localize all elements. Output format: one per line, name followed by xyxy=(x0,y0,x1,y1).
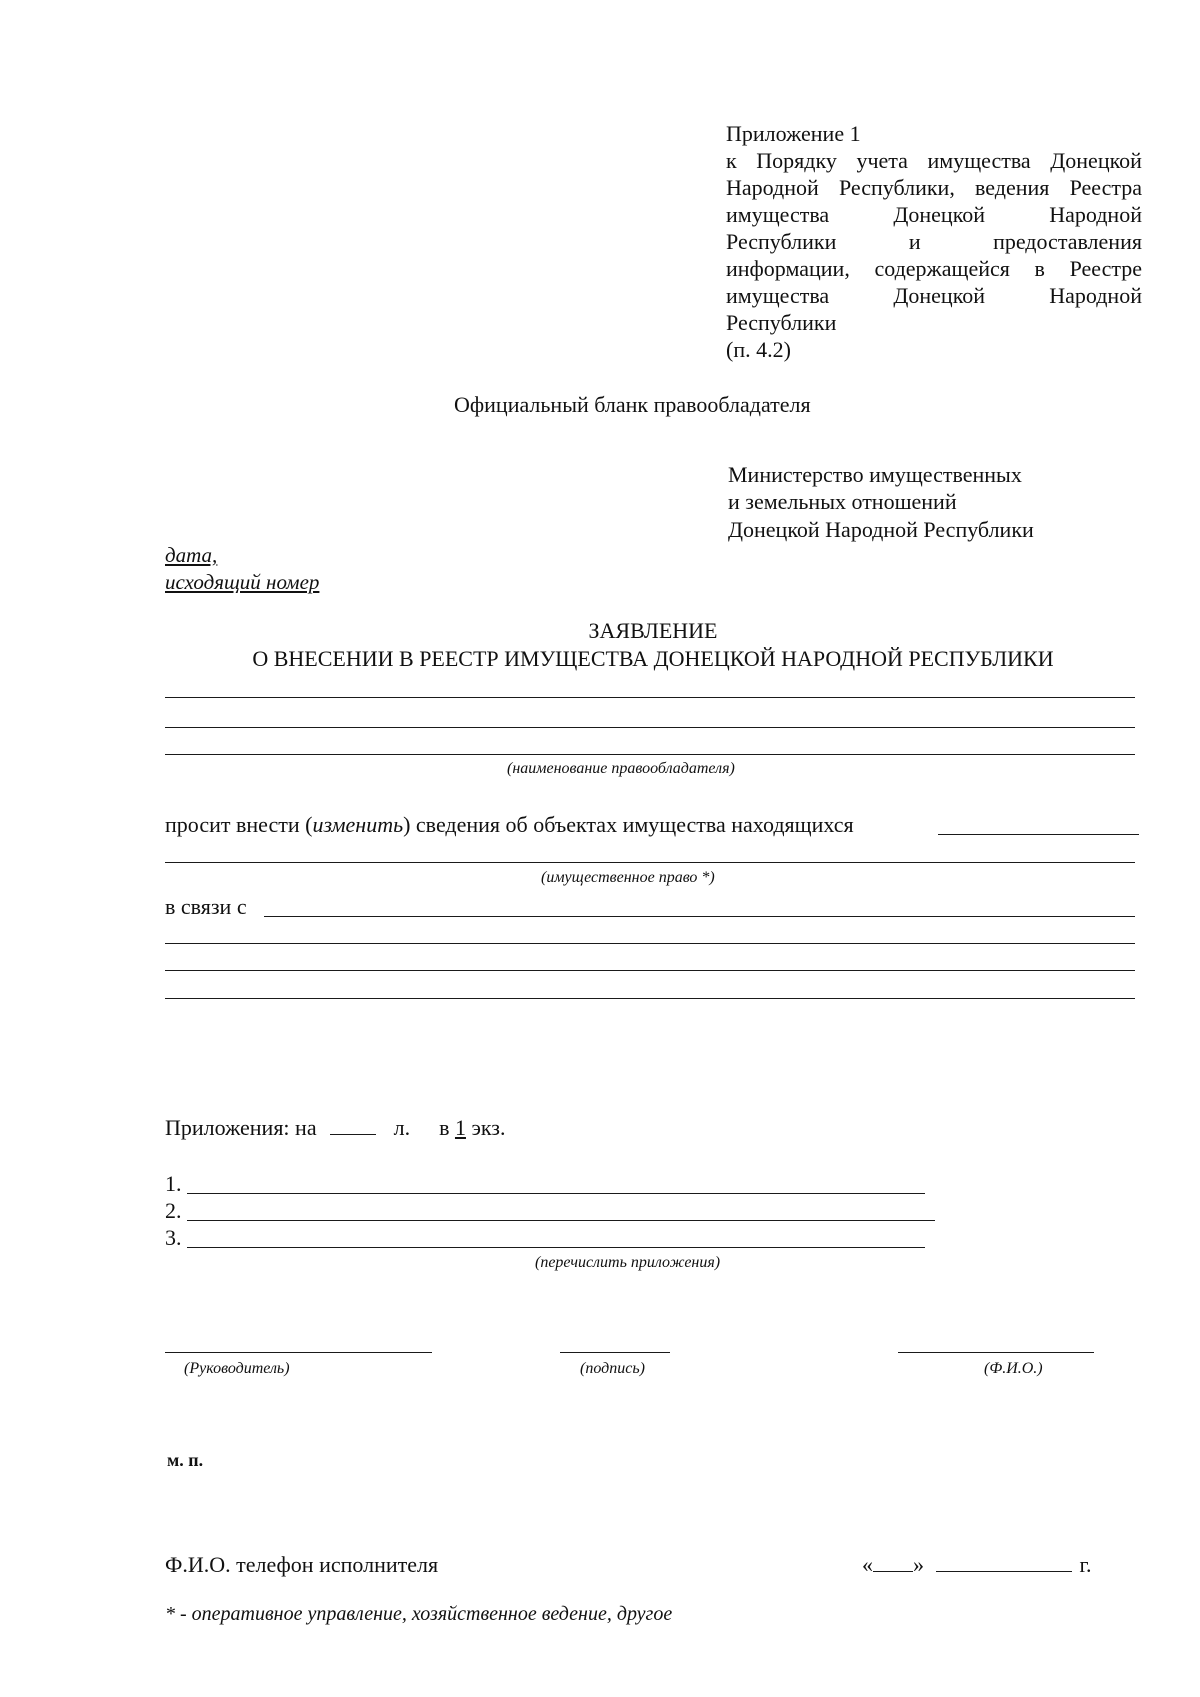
attachment-line[interactable] xyxy=(187,1247,925,1248)
appendix-clause: (п. 4.2) xyxy=(726,337,791,362)
name-caption: (Ф.И.О.) xyxy=(984,1360,1043,1377)
sheets-count-field[interactable] xyxy=(330,1134,376,1135)
appendix-line-6 xyxy=(726,282,1142,309)
reason-line[interactable] xyxy=(165,943,1135,944)
appendix-word: Республики, xyxy=(838,175,955,200)
appendix-word: имущества xyxy=(927,148,1031,173)
date-field xyxy=(862,1551,1092,1578)
month-year-field[interactable] xyxy=(936,1571,1072,1572)
appendix-line-5 xyxy=(726,255,1142,282)
heading-title: ЗАЯВЛЕНИЕ xyxy=(588,618,718,643)
appendix-word: предоставления xyxy=(993,229,1142,254)
heading-subtitle: О ВНЕСЕНИИ В РЕЕСТР ИМУЩЕСТВА ДОНЕЦКОЙ НАРОДНОЙ РЕСПУБЛИКИ xyxy=(252,646,1054,671)
attachment-line[interactable] xyxy=(187,1220,935,1221)
appendix-word: Народной xyxy=(726,175,819,200)
addressee-line-2: и земельных отношений xyxy=(728,489,957,514)
property-right-line[interactable] xyxy=(165,862,1135,863)
appendix-title: Приложение 1 xyxy=(726,121,861,146)
attachment-item-number: 2. xyxy=(165,1198,182,1223)
year-suffix: г. xyxy=(1079,1552,1092,1577)
attachments-caption: (перечислить приложения) xyxy=(535,1254,721,1271)
in-label: в xyxy=(439,1115,450,1140)
appendix-word: Народной xyxy=(1049,202,1142,227)
holder-name-line[interactable] xyxy=(165,727,1135,728)
reason-line[interactable] xyxy=(165,998,1135,999)
head-signature-line[interactable] xyxy=(165,1352,432,1353)
appendix-line-1 xyxy=(726,147,1142,174)
in-connection-label: в связи с xyxy=(165,894,247,919)
addressee-line-3: Донецкой Народной Республики xyxy=(728,517,1034,542)
appendix-word: Реестра xyxy=(1069,175,1142,200)
appendix-word: к xyxy=(726,148,737,173)
signature-line[interactable] xyxy=(560,1352,670,1353)
request-part: просит внести ( xyxy=(165,812,313,837)
request-part-italic: изменить xyxy=(312,812,404,837)
appendix-word: Донецкой xyxy=(893,283,986,308)
attachments-row xyxy=(165,1114,506,1141)
attachments-label: Приложения: на xyxy=(165,1115,317,1140)
appendix-word: имущества xyxy=(726,283,830,308)
head-caption: (Руководитель) xyxy=(184,1360,290,1377)
appendix-word: учета xyxy=(856,148,908,173)
quote-close: » xyxy=(913,1552,924,1577)
addressee-line-1: Министерство имущественных xyxy=(728,462,1022,487)
request-text xyxy=(165,811,854,838)
property-right-caption: (имущественное право *) xyxy=(541,869,715,886)
blank-title: Официальный бланк правообладателя xyxy=(454,392,811,417)
appendix-word: Народной xyxy=(1049,283,1142,308)
executor-label: Ф.И.О. телефон исполнителя xyxy=(165,1552,439,1577)
attachment-item-number: 3. xyxy=(165,1225,182,1250)
appendix-word: Республики xyxy=(726,229,837,254)
appendix-word: ведения xyxy=(975,175,1050,200)
appendix-line-2 xyxy=(726,174,1142,201)
holder-name-line[interactable] xyxy=(165,754,1135,755)
reason-line[interactable] xyxy=(165,970,1135,971)
stamp-label: м. п. xyxy=(167,1450,204,1470)
holder-name-caption: (наименование правообладателя) xyxy=(507,760,735,777)
appendix-word: Порядку xyxy=(756,148,837,173)
appendix-word: Донецкой xyxy=(1050,148,1142,173)
appendix-word: имущества xyxy=(726,202,830,227)
holder-name-line[interactable] xyxy=(165,697,1135,698)
appendix-line-3 xyxy=(726,201,1142,228)
appendix-word: и xyxy=(908,229,921,254)
appendix-word: информации, xyxy=(726,256,850,281)
name-signature-line[interactable] xyxy=(898,1352,1094,1353)
copies-number: 1 xyxy=(454,1115,466,1140)
request-part: ) сведения об объектах имущества находящихся xyxy=(403,812,854,837)
appendix-word: содержащейся xyxy=(874,256,1010,281)
appendix-line-4 xyxy=(726,228,1142,255)
attachment-item-number: 1. xyxy=(165,1171,182,1196)
appendix-word: Реестре xyxy=(1069,256,1142,281)
date-label: дата, xyxy=(165,543,218,567)
footnote: * - оперативное управление, хозяйственное ведение, другое xyxy=(165,1603,673,1625)
appendix-last-line: Республики xyxy=(726,310,837,335)
attachment-line[interactable] xyxy=(187,1193,925,1194)
outgoing-number-label: исходящий номер xyxy=(165,570,320,594)
reason-line[interactable] xyxy=(264,916,1135,917)
quote-open: « xyxy=(862,1552,873,1577)
day-field[interactable] xyxy=(873,1571,913,1572)
appendix-word: в xyxy=(1034,256,1045,281)
property-right-field[interactable] xyxy=(938,834,1139,835)
signature-caption: (подпись) xyxy=(580,1360,645,1377)
copies-label: экз. xyxy=(471,1115,506,1140)
appendix-word: Донецкой xyxy=(893,202,986,227)
sheets-label: л. xyxy=(393,1115,411,1140)
